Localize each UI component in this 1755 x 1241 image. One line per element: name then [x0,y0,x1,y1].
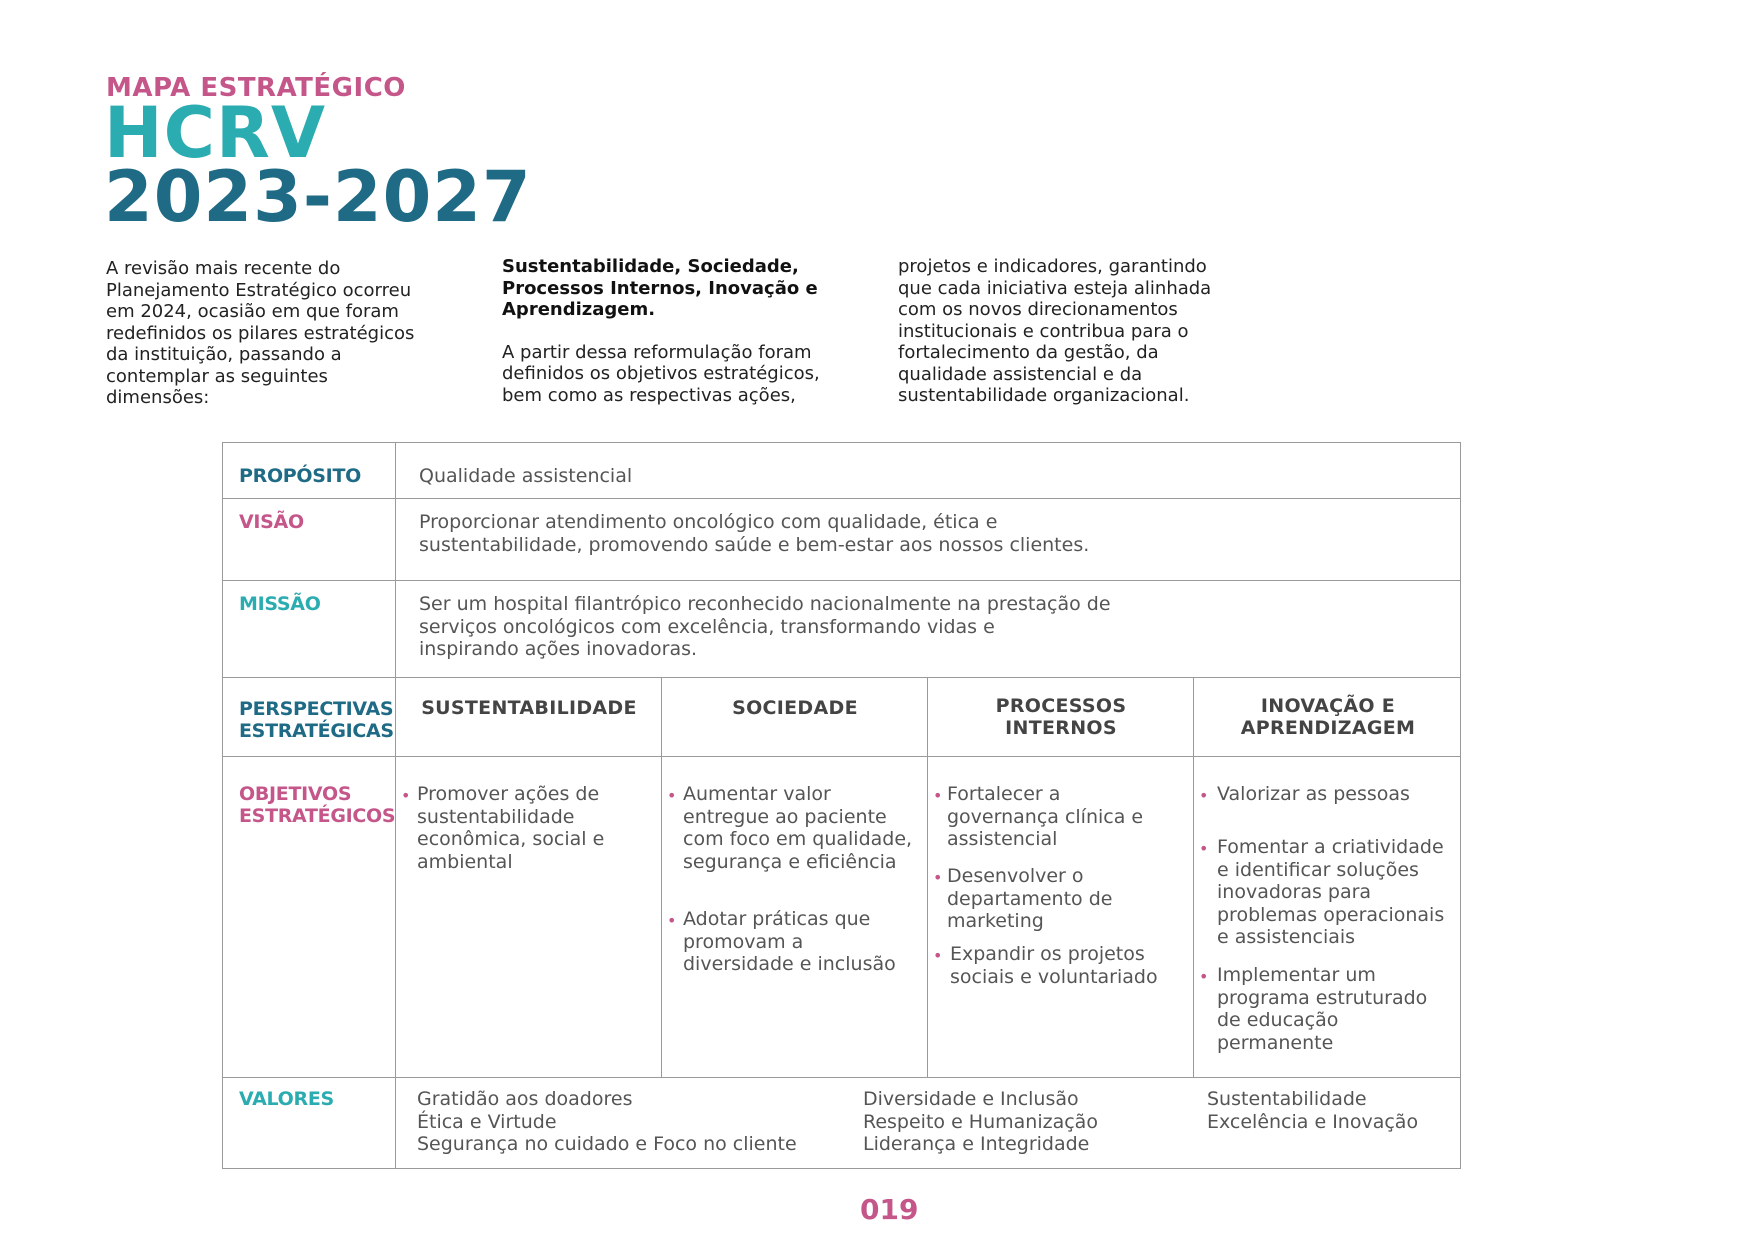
visao-label: VISÃO [239,511,304,533]
bullet-icon: • [667,786,677,805]
valores-label: VALORES [239,1088,334,1110]
proposito-text: Qualidade assistencial [419,465,633,487]
objective-item: Expandir os projetos sociais e voluntariado [950,943,1158,988]
row-divider [223,498,1460,499]
objective-item: Aumentar valor entregue ao paciente com foco em qualidade, segurança e eficiência [683,783,913,873]
row-divider [223,756,1460,757]
objective-item: Adotar práticas que promovam a diversidade e inclusão [683,908,896,975]
row-divider [223,1077,1460,1078]
objective-item: Promover ações de sustentabilidade econômica, social e ambiental [417,783,605,873]
column-divider [927,677,928,1077]
missao-label: MISSÃO [239,593,321,615]
bullet-icon: • [1199,967,1209,986]
perspective-processos-internos: PROCESSOS INTERNOS [995,695,1127,739]
column-divider [661,677,662,1077]
bullet-icon: • [933,786,943,805]
valores-column-1: Gratidão aos doadores Ética e Virtude Segurança no cuidado e Foco no cliente [417,1088,797,1155]
perspectivas-label: PERSPECTIVAS ESTRATÉGICAS [239,698,394,742]
intro-column-3: projetos e indicadores, garantindo que cada iniciativa esteja alinhada com os novos direcionamentos institucionais e contribua para o fortalecimento da gestão, da qualidade assistencial e da sustentabilidade organizacional. [898,256,1212,406]
objetivos-label: OBJETIVOS ESTRATÉGICOS [239,783,396,827]
row-divider [223,677,1460,678]
intro-column-2: Sustentabilidade, Sociedade, Processos Internos, Inovação e Aprendizagem. A partir dessa reformulação foram definidos os objetivos estratégicos, bem como as respectivas ações, [502,256,820,406]
intro-column-1: A revisão mais recente do Planejamento Estratégico ocorreu em 2024, ocasião em que foram redefinidos os pilares estratégicos da instituição, passando a contemplar as seguintes dimensões: [106,258,415,408]
column-divider [1193,677,1194,1077]
proposito-label: PROPÓSITO [239,465,361,487]
kicker: MAPA ESTRATÉGICO [106,73,406,103]
objective-item: Valorizar as pessoas [1217,783,1410,805]
valores-column-3: Sustentabilidade Excelência e Inovação [1207,1088,1419,1133]
objective-item: Fortalecer a governança clínica e assistencial [947,783,1144,850]
bullet-icon: • [933,946,943,965]
objective-item: Implementar um programa estruturado de educação permanente [1217,964,1428,1054]
page-number: 019 [860,1193,919,1226]
perspective-sociedade: SOCIEDADE [732,697,858,719]
bullet-icon: • [1199,839,1209,858]
page-title-line1: HCRV [104,92,327,174]
perspective-sustentabilidade: SUSTENTABILIDADE [421,697,637,719]
bullet-icon: • [667,911,677,930]
row-divider [223,580,1460,581]
objective-item: Fomentar a criatividade e identificar soluções inovadoras para problemas operacionais e assistenciais [1217,836,1445,948]
perspective-inovacao-aprendizagem: INOVAÇÃO E APRENDIZAGEM [1240,695,1416,739]
bullet-icon: • [1199,786,1209,805]
visao-text: Proporcionar atendimento oncológico com qualidade, ética e sustentabilidade, promovendo saúde e bem-estar aos nossos clientes. [419,511,1090,556]
bullet-icon: • [401,786,411,805]
page-title-line2: 2023-2027 [104,156,532,238]
valores-column-2: Diversidade e Inclusão Respeito e Humanização Liderança e Integridade [863,1088,1098,1155]
bullet-icon: • [933,868,943,887]
objective-item: Desenvolver o departamento de marketing [947,865,1113,932]
strategic-map-table [222,442,1461,1169]
missao-text: Ser um hospital filantrópico reconhecido nacionalmente na prestação de serviços oncológicos com excelência, transformando vidas e inspirando ações inovadoras. [419,593,1111,660]
